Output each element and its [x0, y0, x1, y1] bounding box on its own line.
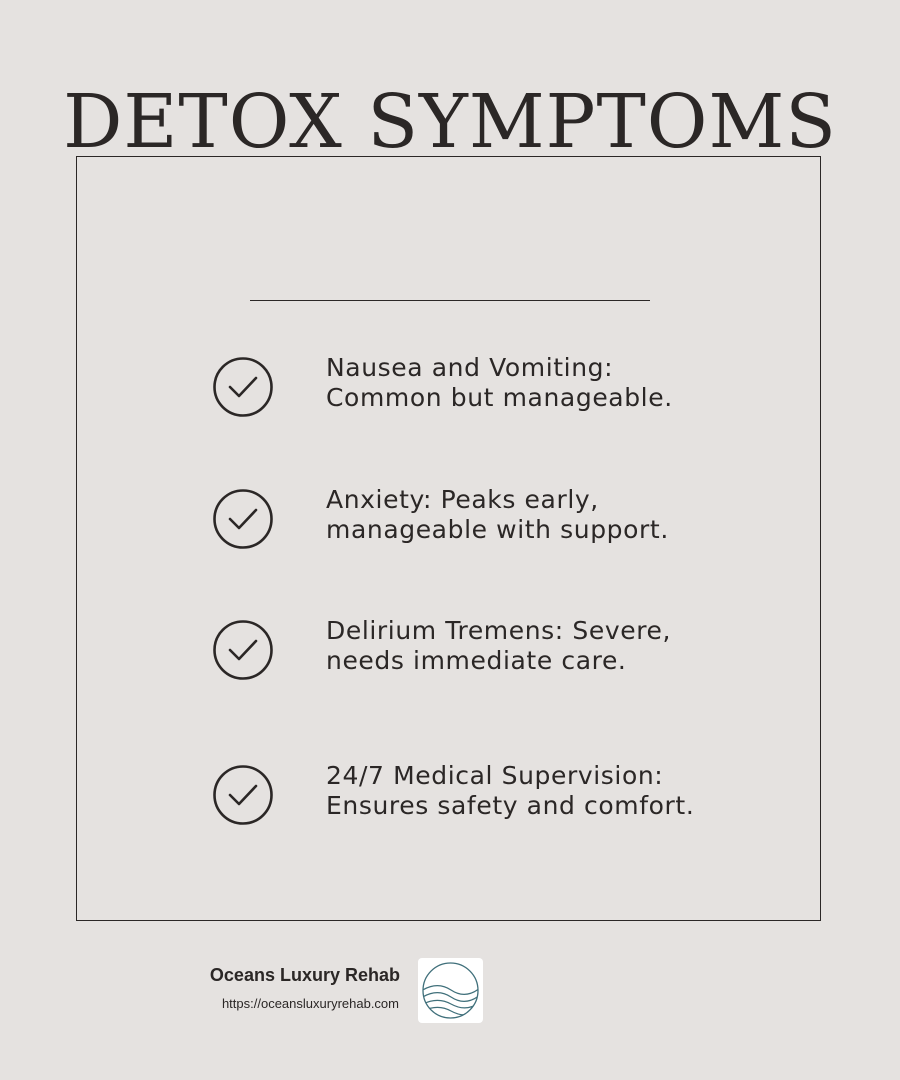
- list-item: [212, 761, 772, 834]
- brand-url[interactable]: https://oceansluxuryrehab.com: [221, 996, 399, 1011]
- ocean-waves-logo-icon: [418, 958, 483, 1023]
- list-item-text: [326, 353, 766, 413]
- list-item-detail: needs immediate care.: [326, 646, 627, 675]
- check-circle-icon: [212, 619, 274, 681]
- check-circle-icon: [212, 356, 274, 418]
- brand-logo: [418, 958, 483, 1023]
- brand-name: Oceans Luxury Rehab: [209, 965, 400, 985]
- list-item-text: [326, 616, 766, 676]
- list-item: [212, 353, 772, 426]
- check-circle-icon: [212, 764, 274, 826]
- list-item-heading: 24/7 Medical Supervision:: [326, 761, 664, 790]
- list-item-detail: manageable with support.: [326, 515, 669, 544]
- check-circle-icon: [212, 488, 274, 550]
- list-item-heading: Nausea and Vomiting:: [326, 353, 614, 382]
- list-item: [212, 485, 772, 558]
- list-item-text: [326, 761, 766, 821]
- page-title: DETOX SYMPTOMS: [63, 78, 837, 165]
- divider-line: [250, 300, 650, 301]
- list-item-text: [326, 485, 766, 545]
- list-item-heading: Anxiety: Peaks early,: [326, 485, 599, 514]
- list-item-detail: Ensures safety and comfort.: [326, 791, 695, 820]
- list-item-detail: Common but manageable.: [326, 383, 673, 412]
- list-item-heading: Delirium Tremens: Severe,: [326, 616, 672, 645]
- list-item: [212, 616, 772, 689]
